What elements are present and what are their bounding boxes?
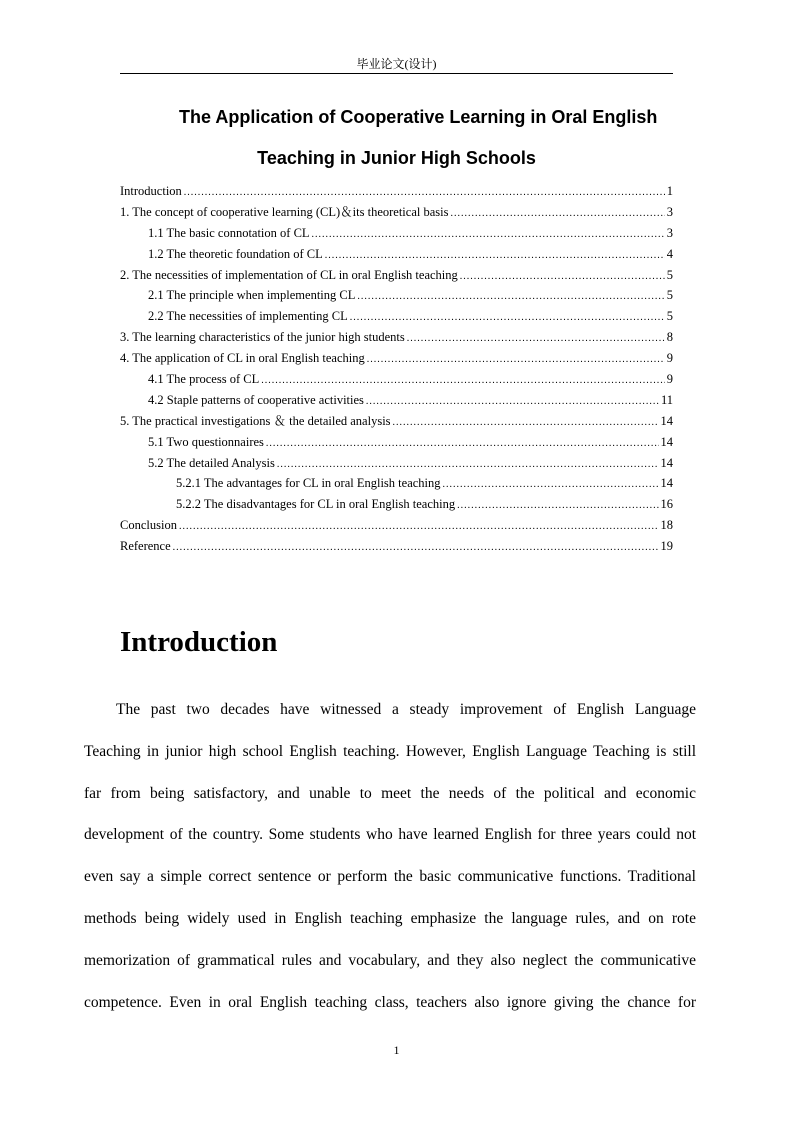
toc-entry-page: 19 — [660, 539, 673, 554]
toc-dot-leader — [366, 392, 659, 413]
toc-entry-page: 14 — [660, 476, 673, 491]
header-divider — [120, 73, 673, 74]
toc-dot-leader — [312, 225, 665, 246]
toc-entry[interactable] — [120, 390, 673, 411]
document-title-line-2: Teaching in Junior High Schools — [257, 148, 536, 168]
section-heading-introduction: Introduction — [120, 626, 278, 658]
toc-entry[interactable] — [120, 536, 673, 557]
toc-dot-leader — [173, 538, 659, 559]
page-number: 1 — [393, 1043, 400, 1057]
paragraph-line: competence. Even in oral English teaching class, teachers also ignore giving the chance for — [84, 993, 696, 1011]
toc-entry[interactable] — [120, 265, 673, 286]
toc-entry[interactable] — [120, 369, 673, 390]
toc-dot-leader — [407, 329, 665, 350]
toc-dot-leader — [184, 183, 665, 204]
toc-entry-page: 4 — [666, 246, 673, 261]
toc-entry-page: 14 — [660, 413, 673, 428]
toc-entry-page: 14 — [660, 434, 673, 449]
toc-entry[interactable] — [120, 515, 673, 536]
toc-entry[interactable] — [120, 202, 673, 223]
paragraph-line: development of the country. Some students who have learned English for three years could not — [84, 826, 696, 844]
page-header: 毕业论文(设计) — [356, 57, 437, 71]
toc-entry[interactable] — [120, 181, 673, 202]
toc-entry[interactable] — [120, 453, 673, 474]
toc-entry[interactable] — [120, 223, 673, 244]
document-title-line-1: The Application of Cooperative Learning in Oral English — [179, 107, 658, 127]
toc-entry-page: 14 — [660, 455, 673, 470]
toc-entry-title: 2.1 The principle when implementing CL — [148, 288, 356, 303]
paragraph-line: The past two decades have witnessed a steady improvement of English Language — [116, 701, 696, 718]
toc-entry-page: 8 — [666, 330, 673, 345]
toc-entry-title: 5. The practical investigations ＆ the detailed analysis — [120, 413, 391, 428]
toc-dot-leader — [367, 350, 665, 371]
paragraph-line: memorization of grammatical rules and vocabulary, and they also neglect the communicative — [84, 951, 696, 969]
paragraph-line: Teaching in junior high school English teaching. However, English Language Teaching is still — [84, 742, 696, 760]
toc-dot-leader — [350, 308, 665, 329]
toc-dot-leader — [266, 434, 659, 455]
toc-dot-leader — [325, 246, 665, 267]
toc-dot-leader — [261, 371, 665, 392]
toc-entry-page: 5 — [666, 309, 673, 324]
toc-entry-title: 1.2 The theoretic foundation of CL — [148, 246, 323, 261]
toc-entry-page: 5 — [666, 288, 673, 303]
toc-dot-leader — [460, 267, 665, 288]
toc-entry-title: Reference — [120, 539, 171, 554]
toc-entry[interactable] — [120, 348, 673, 369]
toc-entry-title: 2.2 The necessities of implementing CL — [148, 309, 348, 324]
toc-entry-title: 3. The learning characteristics of the junior high students — [120, 330, 405, 345]
toc-entry[interactable] — [120, 473, 673, 494]
toc-entry-page: 1 — [666, 184, 673, 198]
toc-entry[interactable] — [120, 411, 673, 432]
toc-entry[interactable] — [120, 285, 673, 306]
toc-entry-title: Conclusion — [120, 518, 177, 533]
toc-dot-leader — [277, 455, 659, 476]
paragraph-line: far from being satisfactory, and unable to meet the needs of the political and economic — [84, 784, 696, 802]
toc-entry-page: 9 — [666, 372, 673, 387]
paragraph-line: even say a simple correct sentence or perform the basic communicative functions. Traditional — [84, 868, 696, 886]
toc-dot-leader — [357, 287, 664, 308]
toc-dot-leader — [443, 475, 659, 496]
toc-entry-title: 4.2 Staple patterns of cooperative activities — [148, 392, 364, 407]
toc-entry[interactable] — [120, 327, 673, 348]
toc-entry-title: 4.1 The process of CL — [148, 372, 260, 387]
toc-dot-leader — [393, 413, 659, 434]
paragraph-line: methods being widely used in English teaching emphasize the language rules, and on rote — [84, 909, 696, 927]
toc-entry-title: 5.2.2 The disadvantages for CL in oral English teaching — [176, 497, 456, 512]
toc-entry-title: 1. The concept of cooperative learning (CL)＆its theoretical basis — [120, 204, 449, 219]
toc-entry-page: 18 — [660, 518, 673, 533]
toc-entry-page: 5 — [666, 267, 673, 282]
toc-entry-title: 5.1 Two questionnaires — [148, 434, 264, 449]
toc-entry-page: 3 — [666, 225, 673, 240]
toc-dot-leader — [179, 517, 659, 538]
toc-entry[interactable] — [120, 306, 673, 327]
toc-entry-title: Introduction — [120, 184, 182, 198]
toc-entry[interactable] — [120, 432, 673, 453]
toc-entry-title: 4. The application of CL in oral English teaching — [120, 351, 365, 366]
toc-entry-page: 9 — [666, 351, 673, 366]
toc-entry-page: 11 — [660, 392, 673, 407]
toc-entry-title: 5.2.1 The advantages for CL in oral English teaching — [176, 476, 441, 491]
introduction-paragraph — [84, 689, 696, 1023]
toc-entry-page: 3 — [666, 204, 673, 219]
toc-dot-leader — [457, 496, 658, 517]
toc-entry-title: 5.2 The detailed Analysis — [148, 455, 275, 470]
toc-entry-title: 1.1 The basic connotation of CL — [148, 225, 310, 240]
toc-entry-page: 16 — [660, 497, 673, 512]
toc-entry[interactable] — [120, 244, 673, 265]
table-of-contents — [120, 181, 673, 557]
toc-entry-title: 2. The necessities of implementation of CL in oral English teaching — [120, 267, 458, 282]
toc-entry[interactable] — [120, 494, 673, 515]
toc-dot-leader — [450, 204, 664, 225]
